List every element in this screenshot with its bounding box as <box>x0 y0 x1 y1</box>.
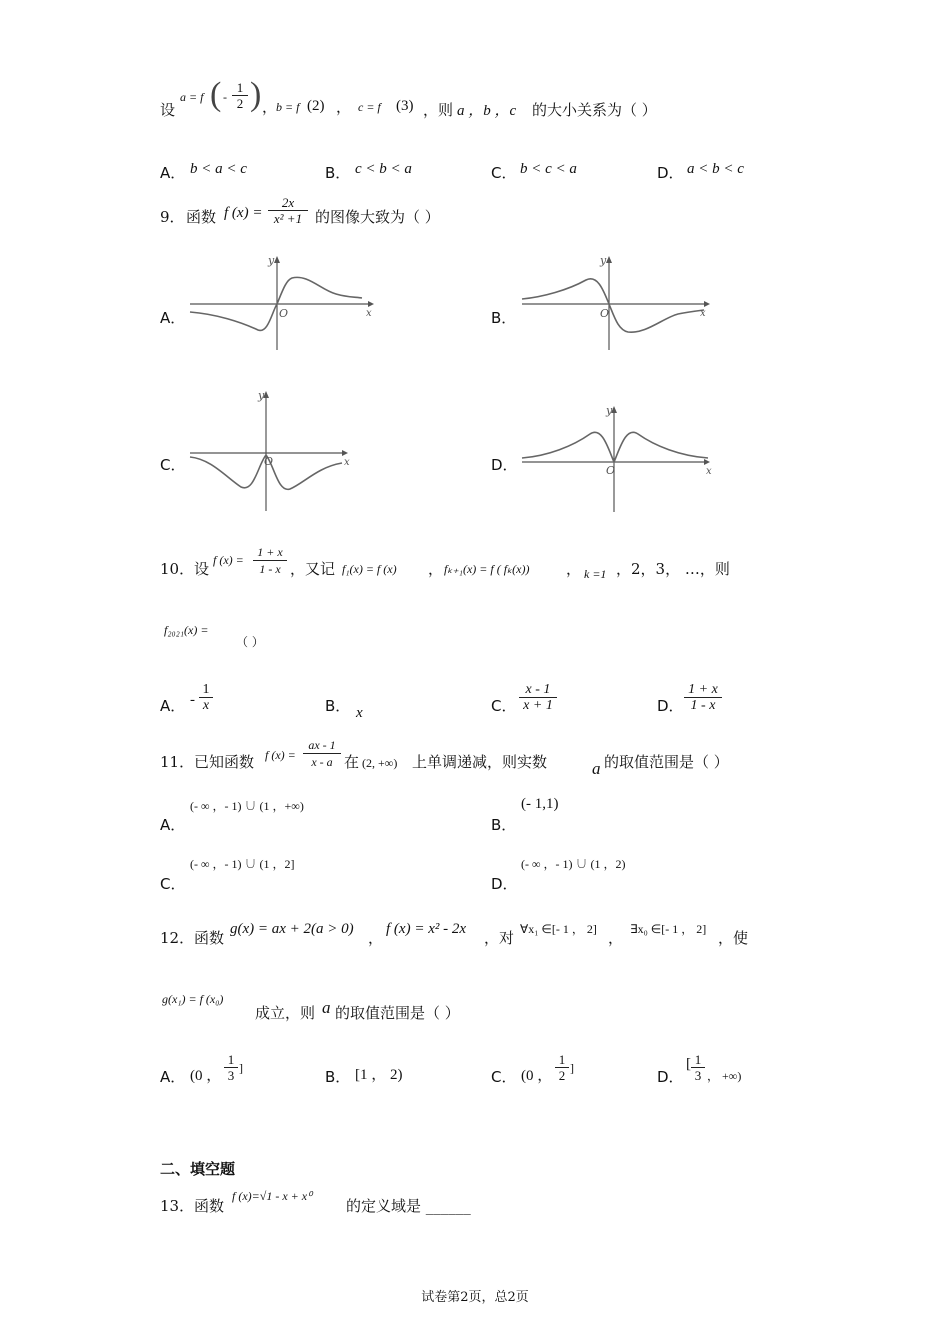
q12-option-b-text: [1 ， 2) <box>355 1067 403 1083</box>
q8-option-a-letter[interactable]: A． <box>160 164 186 182</box>
q12-use: ，使 <box>718 929 749 947</box>
q12-prefix: 函数 <box>194 929 225 947</box>
q9-graph-d-y: y <box>606 404 613 417</box>
q9-graph-c-y: y <box>258 389 265 402</box>
q12-option-d-den: 3 <box>694 1068 702 1083</box>
q13-prefix: 函数 <box>194 1197 225 1215</box>
q9-graph-c-o: O <box>264 455 274 468</box>
q10-option-a-den: x <box>202 698 210 713</box>
q10-target: f₂₀₂₁(x) = <box>164 623 209 637</box>
q9-prefix: 函数 <box>186 208 217 226</box>
q8-option-b-text: c < b < a <box>355 161 412 177</box>
q9-graph-c <box>186 385 356 515</box>
q10-option-d-num: 1 + x <box>684 682 722 698</box>
q9-graph-d-o: O <box>606 464 616 477</box>
q12-option-d-fraction <box>691 1052 705 1084</box>
q10-option-d-fraction <box>684 682 722 714</box>
q9-graph-a <box>186 252 376 352</box>
q10-def2: fₖ₊₁(x) = f ( fₖ(x)) <box>444 562 530 576</box>
q12-option-c-den: 2 <box>558 1068 566 1083</box>
q10-option-c-fraction <box>519 682 557 714</box>
q11-option-a-text: (- ∞ ，- 1) ∪ (1 ，+∞) <box>190 799 304 813</box>
q11-num: ax - 1 <box>303 738 341 754</box>
q10-number: 10． <box>160 560 195 578</box>
q9-den: x² +1 <box>273 211 303 226</box>
q9-option-c-letter[interactable]: C． <box>160 456 186 474</box>
q13-expr: f (x)=√1 - x + x⁰ <box>232 1189 312 1203</box>
q11-option-d-text: (- ∞ ，- 1) ∪ (1 ，2) <box>521 857 626 871</box>
q8-option-d-letter[interactable]: D． <box>657 164 684 182</box>
q8-a-rparen: ) <box>250 76 262 113</box>
q10-num: 1 + x <box>253 545 287 561</box>
q12-option-a-pre: (0 ， <box>190 1068 222 1084</box>
q8-prefix: 设 <box>160 101 176 119</box>
q8-option-c-text: b < c < a <box>520 161 577 177</box>
q12-option-c-pre: (0 ， <box>521 1068 553 1084</box>
q9-option-b-letter[interactable]: B． <box>491 309 517 327</box>
page-footer: 试卷第2页，总2页 <box>421 1290 529 1305</box>
q9-number: 9． <box>160 208 185 226</box>
q10-option-d-den: 1 - x <box>690 698 716 713</box>
q9-suffix: 的图像大致为（ ） <box>315 208 440 226</box>
q8-a-num: 1 <box>232 80 248 96</box>
q12-f: f (x) = x² - 2x <box>386 921 466 937</box>
q11-option-b-letter[interactable]: B． <box>491 816 517 834</box>
q10-option-d-letter[interactable]: D． <box>657 697 684 715</box>
q10-mid1: ，又记 <box>290 560 336 578</box>
q10-comma: ， <box>428 560 444 578</box>
q10-k: k =1 <box>584 567 607 581</box>
q12-var: a <box>322 998 331 1017</box>
q9-graph-b-x: x <box>700 308 706 319</box>
q11-fraction <box>303 738 341 770</box>
q12-option-a-den: 3 <box>227 1068 235 1083</box>
q12-comma: ， <box>368 929 384 947</box>
q10-comma-2: ， <box>566 560 582 578</box>
q9-option-d-letter[interactable]: D． <box>491 456 518 474</box>
q9-graph-b <box>518 252 718 352</box>
q8-a-minus: - <box>223 90 227 104</box>
q11-den: x - a <box>311 755 333 769</box>
q9-graph-b-o: O <box>600 307 610 320</box>
q8-suffix: 的大小关系为（ ） <box>532 101 657 119</box>
q8-option-d-text: a < b < c <box>687 161 744 177</box>
q12-option-c-fraction <box>555 1052 569 1084</box>
q11-interval: (2, +∞) <box>362 756 398 770</box>
q11-option-d-letter[interactable]: D． <box>491 875 518 893</box>
q11-lhs: f (x) = <box>265 748 296 762</box>
q8-a-lparen: ( <box>210 76 222 113</box>
q11-prefix: 已知函数 <box>194 753 255 771</box>
q10-option-c-letter[interactable]: C． <box>491 697 517 715</box>
q8-b-label: b = f <box>276 100 300 114</box>
q10-option-a-letter[interactable]: A． <box>160 697 186 715</box>
q13-suffix[interactable]: 的定义域是 ______ <box>346 1197 471 1215</box>
q10-option-a-pre: - <box>190 692 195 708</box>
q10-option-c-den: x + 1 <box>523 698 553 713</box>
q8-mid: ，则 <box>423 101 454 119</box>
q9-option-a-letter[interactable]: A． <box>160 309 186 327</box>
q13-number: 13． <box>160 1197 195 1215</box>
q12-option-c-num: 1 <box>555 1052 569 1068</box>
q10-option-a-fraction <box>199 682 213 714</box>
q10-lhs: f (x) = <box>213 553 244 567</box>
q9-graph-a-o: O <box>279 307 289 320</box>
q11-mid2: 上单调递减，则实数 <box>412 753 548 771</box>
q11-option-c-letter[interactable]: C． <box>160 875 186 893</box>
q9-graph-a-y: y <box>268 254 275 267</box>
q11-suffix: 的取值范围是（ ） <box>604 753 729 771</box>
q12-suffix: 的取值范围是（ ） <box>335 1004 460 1022</box>
q9-graph-a-x: x <box>366 308 372 319</box>
q12-option-a-letter[interactable]: A． <box>160 1068 186 1086</box>
q9-num: 2x <box>268 195 308 211</box>
q12-eq: g(x₁) = f (x₀) <box>162 992 224 1006</box>
q11-mid: 在 <box>344 753 360 771</box>
q12-comma-2: ， <box>608 929 624 947</box>
q9-graph-b-y: y <box>600 254 607 267</box>
q10-option-c-num: x - 1 <box>519 682 557 698</box>
q11-option-a-letter[interactable]: A． <box>160 816 186 834</box>
q10-def1: f₁(x) = f (x) <box>342 562 397 576</box>
q10-den: 1 - x <box>259 562 281 576</box>
section-heading: 二、填空题 <box>160 1160 236 1178</box>
q12-option-c-post: ] <box>570 1061 574 1075</box>
q12-option-b-letter[interactable]: B． <box>325 1068 351 1086</box>
q8-c-label: c = f <box>358 100 381 114</box>
q9-graph-d <box>518 400 718 515</box>
q8-a-den: 2 <box>236 96 244 111</box>
q10-option-a-num: 1 <box>199 682 213 698</box>
q12-option-a-fraction <box>224 1052 238 1084</box>
q12-option-a-num: 1 <box>224 1052 238 1068</box>
q8-c-arg: (3) <box>396 98 414 114</box>
q12-g: g(x) = ax + 2(a > 0) <box>230 921 354 937</box>
q12-option-c-letter[interactable]: C． <box>491 1068 517 1086</box>
q10-prefix: 设 <box>194 560 210 578</box>
q12-forall: ∀x₁ ∈[- 1 ， 2] <box>520 922 597 936</box>
q12-option-d-pre: [ <box>686 1056 691 1072</box>
q10-seq: ，2，3， …，则 <box>616 560 730 578</box>
q10-paren: （ ） <box>236 635 264 649</box>
q12-option-d-post: ， +∞) <box>707 1069 742 1083</box>
q8-comma-2: ， <box>336 98 352 116</box>
q12-number: 12． <box>160 929 195 947</box>
q9-graph-d-x: x <box>706 466 712 477</box>
q12-mid2: 成立，则 <box>255 1004 316 1022</box>
q11-number: 11． <box>160 753 195 771</box>
q11-option-c-text: (- ∞ ，- 1) ∪ (1 ，2] <box>190 857 295 871</box>
q8-a-fraction <box>232 80 248 112</box>
q10-option-b-letter[interactable]: B． <box>325 697 351 715</box>
q8-b-arg: (2) <box>307 98 325 114</box>
q8-option-b-letter[interactable]: B． <box>325 164 351 182</box>
q12-mid: ，对 <box>484 929 515 947</box>
q10-option-b-text: x <box>356 705 363 721</box>
q8-option-c-letter[interactable]: C． <box>491 164 517 182</box>
q9-lhs: f (x) = <box>224 205 263 221</box>
q10-fraction <box>253 545 287 577</box>
q8-option-a-text: b < a < c <box>190 161 247 177</box>
q8-vars: a ，b ，c <box>457 103 517 119</box>
q12-option-a-post: ] <box>239 1061 243 1075</box>
q11-var: a <box>592 759 601 778</box>
q8-a-label: a = f <box>180 90 204 104</box>
q9-fraction <box>268 195 308 227</box>
q12-option-d-num: 1 <box>691 1052 705 1068</box>
q12-option-d-letter[interactable]: D． <box>657 1068 684 1086</box>
q8-comma-1: ， <box>262 98 278 116</box>
q11-option-b-text: (- 1,1) <box>521 796 559 812</box>
q12-exists: ∃x₀ ∈[- 1 ， 2] <box>630 922 707 936</box>
q9-graph-c-x: x <box>344 457 350 468</box>
